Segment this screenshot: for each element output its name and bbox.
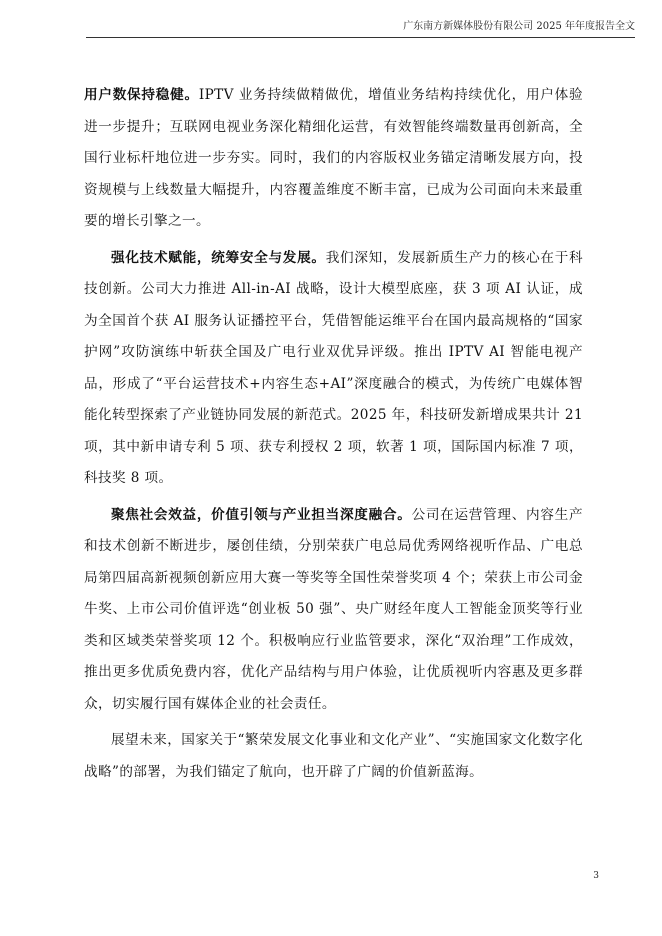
- paragraph-text: 公司在运营管理、内容生产和技术创新不断进步，屡创佳绩，分别荣获广电总局优秀网络视听作品、广电总局第四届高新视频创新应用大赛一等奖等全国性荣誉奖项 4 个；荣获上市公司金牛奖、上市公司价值评选“创业板 50 强”、央广财经年度人工智能金顶奖等行业类和区域类荣誉奖项 12 个。积极响应行业监管要求，深化“双治理”工作成效，推出更多优质免费内容，优化产品结构与用户体验，让优质视听内容惠及更多群众，切实履行国有媒体企业的社会责任。: [84, 506, 583, 712]
- header-title: 广东南方新媒体股份有限公司 2025 年年度报告全文: [403, 21, 635, 32]
- page-header: [86, 20, 635, 34]
- paragraph-lead: 用户数保持稳健。: [84, 87, 199, 103]
- paragraph-technology: [84, 243, 583, 495]
- paragraph-lead: 强化技术赋能，统筹安全与发展。: [111, 249, 326, 266]
- header-divider: [86, 37, 635, 38]
- paragraph-outlook: [84, 725, 583, 788]
- paragraph-social-benefit: [84, 500, 583, 721]
- page-number: 3: [593, 871, 599, 881]
- body-text: [84, 80, 583, 793]
- paragraph-user-base: [84, 80, 583, 238]
- paragraph-text: IPTV 业务持续做精做优，增值业务结构持续优化，用户体验进一步提升；互联网电视业务深化精细化运营，有效智能终端数量再创新高，全国行业标杆地位进一步夯实。同时，我们的内容版权业务锚定清晰发展方向，投资规模与上线数量大幅提升，内容覆盖维度不断丰富，已成为公司面向未来最重要的增长引擎之一。: [84, 87, 583, 229]
- paragraph-lead: 聚焦社会效益，价值引领与产业担当深度融合。: [111, 506, 412, 523]
- paragraph-text: 我们深知，发展新质生产力的核心在于科技创新。公司大力推进 All-in-AI 战略，设计大模型底座，获 3 项 AI 认证，成为全国首个获 AI 服务认证播控平台，凭借智能运维平台在国内最高规格的“国家护网”攻防演练中斩获全国及广电行业双优异评级。推出 IPTV AI 智能电视产品，形成了“平台运营技术+内容生态+AI”深度融合的模式，为传统广电媒体智能化转型探索了产业链协同发展的新范式。2025 年，科技研发新增成果共计 21 项，其中新申请专利 5 项、获专利授权 2 项，软著 1 项，国际国内标准 7 项，科技奖 8 项。: [84, 249, 584, 486]
- paragraph-text: 展望未来，国家关于“繁荣发展文化事业和文化产业”、“实施国家文化数字化战略”的部署，为我们锚定了航向，也开辟了广阔的价值新蓝海。: [84, 732, 583, 780]
